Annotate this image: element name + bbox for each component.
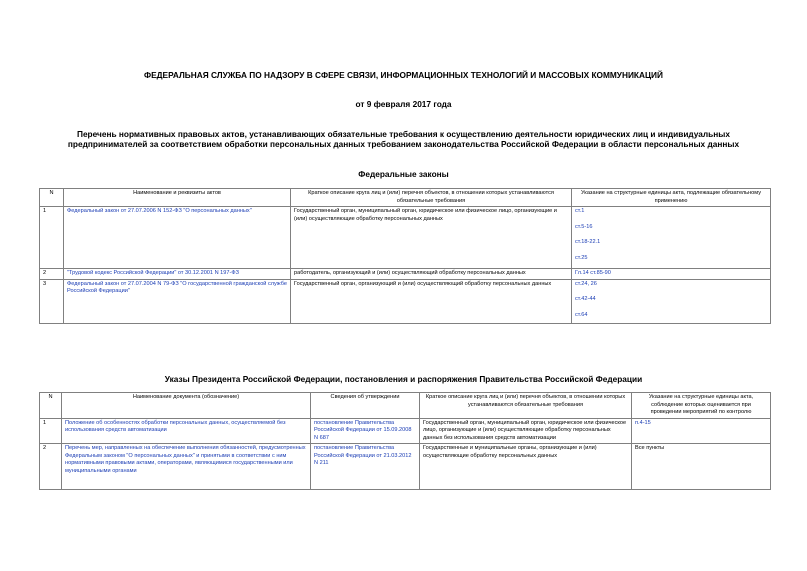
act-link[interactable]: "Трудовой кодекс Российской Федерации" от 30.12.2001 N 197-ФЗ [64, 269, 291, 280]
row-number: 2 [40, 269, 64, 280]
table-row [40, 279, 771, 323]
document-link[interactable]: Перечень мер, направленных на обеспечение выполнения обязанностей, предусмотренных Федеральным законом "О персональных данных" и принятыми в соответствии с ним нормативными правовыми актами, операторами, являющимися государственными или муниципальными органами [62, 444, 311, 490]
row-number: 1 [40, 418, 62, 444]
table-row [40, 418, 771, 444]
federal-laws-table [39, 188, 771, 324]
document-title [0, 129, 807, 149]
units-cell: Все пункты [632, 444, 771, 490]
row-description: работодатель, организующий и (или) осуществляющий обработку персональных данных [291, 269, 572, 280]
table-header-row [40, 393, 771, 419]
column-header-doc: Наименование документа (обозначение) [62, 393, 311, 419]
column-header-approval: Сведения об утверждении [311, 393, 420, 419]
unit-link[interactable]: п.4-15 [632, 418, 771, 444]
act-link[interactable]: Федеральный закон от 27.07.2004 N 79-ФЗ "О государственной гражданской службе Российской Федерации" [64, 279, 291, 323]
act-link[interactable]: Федеральный закон от 27.07.2006 N 152-ФЗ "О персональных данных" [64, 207, 291, 269]
unit-link[interactable]: Гл.14 ст.85-90 [575, 270, 611, 276]
row-description: Государственный орган, организующий и (или) осуществляющий обработку персональных данных [291, 279, 572, 323]
row-description: Государственный орган, муниципальный орган, юридическое или физическое лицо, организующие и (или) осуществляющие обработку персональных данных [291, 207, 572, 269]
decrees-table [39, 392, 771, 490]
document-title-line2: предпринимателей за соответствием обработки персональных данных требованием законодательства Российской Федерации в области персональных данных [67, 139, 740, 149]
row-description: Государственные и муниципальные органы, организующие и (или) осуществляющие обработку персональных данных [420, 444, 632, 490]
approval-link[interactable]: постановление Правительства Российской Федерации от 21.03.2012 N 211 [311, 444, 420, 490]
unit-link[interactable]: ст.42-44 [575, 296, 596, 302]
unit-link[interactable]: ст.1 [575, 208, 585, 214]
approval-link[interactable]: постановление Правительства Российской Федерации от 15.09.2008 N 687 [311, 418, 420, 444]
unit-link[interactable]: ст.5-16 [575, 223, 593, 230]
table-row [40, 207, 771, 269]
column-header-n: N [40, 393, 62, 419]
section1-heading: Федеральные законы [358, 169, 449, 179]
units-cell [572, 279, 771, 323]
column-header-desc: Краткое описание круга лиц и (или) перечня объектов, в отношении которых устанавливаются обязательные требования [420, 393, 632, 419]
document-date: от 9 февраля 2017 года [355, 99, 452, 109]
column-header-desc: Краткое описание круга лиц и (или) перечня объектов, в отношении которых устанавливаются обязательные требования [291, 189, 572, 207]
table-header-row [40, 189, 771, 207]
document-link[interactable]: Положение об особенностях обработки персональных данных, осуществляемой без использования средств автоматизации [62, 418, 311, 444]
row-number: 2 [40, 444, 62, 490]
section2-heading: Указы Президента Российской Федерации, постановления и распоряжения Правительства Российской Федерации [164, 374, 643, 384]
units-cell [572, 207, 771, 269]
unit-link[interactable]: ст.64 [575, 311, 588, 318]
row-number: 3 [40, 279, 64, 323]
column-header-act: Наименование и реквизиты актов [64, 189, 291, 207]
agency-name: ФЕДЕРАЛЬНАЯ СЛУЖБА ПО НАДЗОРУ В СФЕРЕ СВЯЗИ, ИНФОРМАЦИОННЫХ ТЕХНОЛОГИЙ И МАССОВЫХ КОММУНИКАЦИЙ [144, 70, 663, 80]
table-row [40, 444, 771, 490]
unit-link[interactable]: ст.24, 26 [575, 280, 597, 287]
unit-link[interactable]: ст.18-22.1 [575, 239, 601, 245]
column-header-n: N [40, 189, 64, 207]
column-header-units: Указание на структурные единицы акта, соблюдение которых оценивается при проведении мероприятий по контролю [632, 393, 771, 419]
units-cell [572, 269, 771, 280]
table-row [40, 269, 771, 280]
unit-link[interactable]: ст.25 [575, 254, 588, 261]
document-title-line1: Перечень нормативных правовых актов, устанавливающих обязательные требования к осуществлению деятельности юридических лиц и индивидуальных [76, 129, 730, 139]
row-description: Государственный орган, муниципальный орган, юридическое или физическое лицо, организующие и (или) осуществляющие обработку персональных данных без использования средств автоматизации [420, 418, 632, 444]
column-header-units: Указание на структурные единицы акта, подлежащие обязательному применению [572, 189, 771, 207]
row-number: 1 [40, 207, 64, 269]
